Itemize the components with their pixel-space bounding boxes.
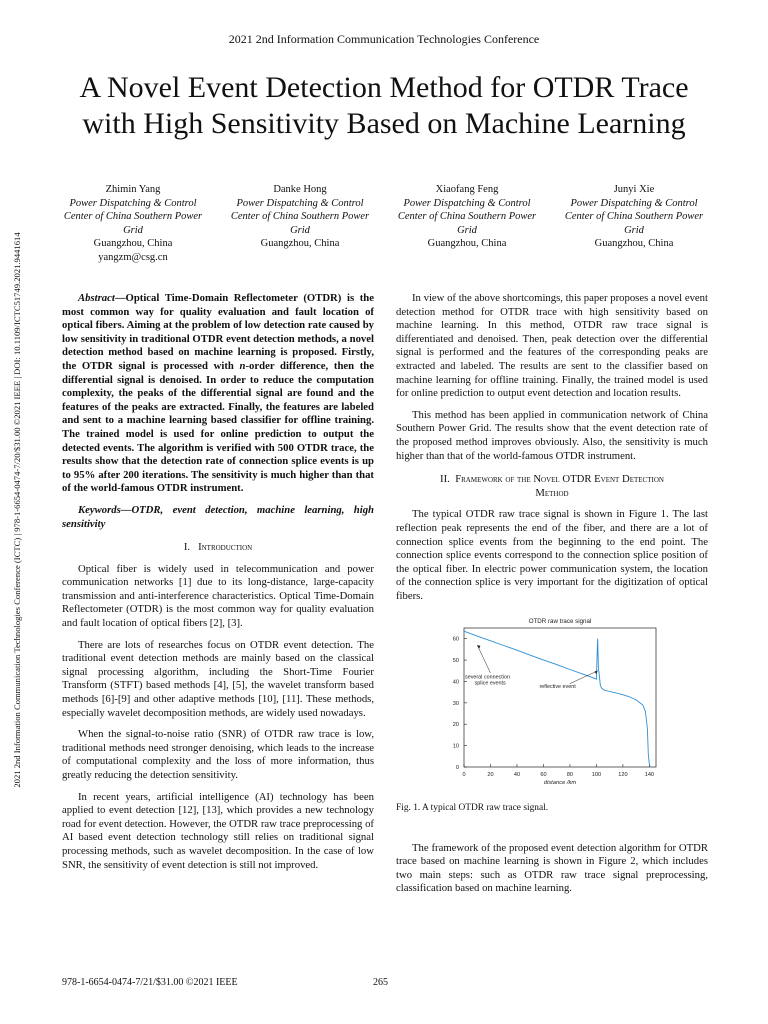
author-city: Guangzhou, China bbox=[427, 238, 507, 249]
trace-line bbox=[464, 632, 650, 767]
annotation-splice-line-2: splice events bbox=[474, 681, 506, 688]
right-paragraph-2: This method has been applied in communication network of China Southern Power Grid. The results show that the event detection rate of the proposed method improves obviously. Also, the sensitivity is much higher than that of the world-famous OTDR instrument. bbox=[396, 408, 708, 462]
y-tick-label: 50 bbox=[452, 658, 459, 665]
framework-paragraph-1: The typical OTDR raw trace signal is shown in Figure 1. The last reflection peak represents the end of the fiber, and there are a lot of connection splice events from the beginning to the end point. The connection splice events correspond to the connection splice position of the optical fiber. In electric power communication system, the location of the connection splice is very important for the digitization of optical fibers. bbox=[396, 508, 708, 602]
section-title: Introduction bbox=[198, 541, 253, 554]
section-heading-framework bbox=[396, 473, 708, 500]
author-affiliation: Power Dispatching & Control bbox=[403, 197, 531, 209]
y-tick-label: 10 bbox=[452, 744, 459, 751]
annotation-reflective-arrowhead bbox=[595, 671, 598, 674]
author-block-1 bbox=[49, 183, 217, 264]
plot-frame bbox=[464, 628, 656, 767]
author-affiliation: Grid bbox=[624, 224, 644, 236]
footer-isbn: 978-1-6654-0474-7/21/$31.00 ©2021 IEEE bbox=[62, 977, 238, 988]
title-line-2: with High Sensitivity Based on Machine Learning bbox=[82, 107, 686, 140]
figure-1 bbox=[396, 611, 708, 796]
x-tick-label: 20 bbox=[487, 772, 494, 779]
annotation-reflective: reflective event bbox=[539, 684, 576, 691]
x-tick-label: 120 bbox=[618, 772, 628, 779]
author-affiliation: Power Dispatching & Control bbox=[69, 197, 197, 209]
abstract-label: Abstract bbox=[78, 292, 115, 304]
y-tick-label: 20 bbox=[452, 722, 459, 729]
section-title: Framework of the Novel OTDR Event Detection bbox=[455, 473, 664, 486]
section-title-cont: Method bbox=[535, 486, 569, 499]
author-affiliation: Center of China Southern Power bbox=[230, 211, 370, 222]
author-affiliation: Grid bbox=[290, 224, 310, 236]
doi-sidebar-text: 2021 2nd Information Communication Technologies Conference (ICTC) | 978-1-6654-0474-7/20/$31.00 ©2021 IEEE | DOI: 10.1109/ICTC51749.2021.9441614 bbox=[12, 232, 22, 788]
author-block-2 bbox=[216, 183, 384, 251]
author-affiliation: Power Dispatching & Control bbox=[570, 197, 698, 209]
intro-paragraph-4: In recent years, artificial intelligence (AI) technology has been applied to event detection [12], [13], which provides a new technology road for event detection. However, the OTDR raw trace preprocessing of AI based event detection technology still relies on traditional signal processing methods, such as wavelet decomposition. In the case of low SNR, the sensitivity of event detection is still not improved. bbox=[62, 790, 374, 871]
abstract-n: n bbox=[239, 359, 246, 372]
abstract-text-a: —Optical Time-Domain Reflectometer (OTDR) is the most common way for quality evaluation and fault location of optical fibers. Aiming at the problem of low detection rate caused by low sensitivity in traditional OTDR event detection methods, a novel detection method based on machine learning is proposed. Firstly, the OTDR signal is processed with bbox=[62, 292, 374, 372]
x-tick-label: 60 bbox=[540, 772, 547, 779]
left-column bbox=[62, 292, 374, 880]
right-column bbox=[396, 292, 708, 904]
author-block-3 bbox=[383, 183, 551, 251]
keywords-label: Keywords bbox=[78, 503, 121, 516]
author-name: Junyi Xie bbox=[613, 184, 655, 195]
author-name: Xiaofang Feng bbox=[435, 184, 499, 195]
intro-paragraph-3: When the signal-to-noise ratio (SNR) of OTDR raw trace is low, traditional methods need stronger denoising, which leads to the increase of computational complexity and the loss of more information, thus greatly reducing the detection sensitivity. bbox=[62, 728, 374, 781]
x-tick-label: 40 bbox=[513, 772, 521, 779]
author-name: Danke Hong bbox=[273, 184, 327, 195]
framework-paragraph-2: The framework of the proposed event detection algorithm for OTDR trace based on machine learning is shown in Figure 2, which includes two main steps: such as OTDR raw trace signal preprocessing, classification based on machine learning. bbox=[396, 841, 708, 895]
section-number: I. bbox=[183, 541, 191, 554]
doi-sidebar bbox=[9, 180, 25, 840]
x-tick-label: 80 bbox=[566, 772, 574, 779]
author-city: Guangzhou, China bbox=[594, 238, 674, 249]
x-tick-label: 140 bbox=[644, 772, 655, 779]
keywords-text: —OTDR, event detection, machine learning, high sensitivity bbox=[62, 503, 374, 530]
otdr-chart bbox=[396, 611, 708, 791]
author-affiliation: Power Dispatching & Control bbox=[236, 197, 364, 209]
section-number: II. bbox=[440, 473, 450, 486]
x-tick-label: 100 bbox=[591, 772, 602, 779]
annotation-splice-line-1: several connection bbox=[465, 674, 510, 681]
title-line-1: A Novel Event Detection Method for OTDR Trace bbox=[79, 71, 689, 104]
abstract-text-b: -order difference, then the differential signal is denoised. In order to reduce the computation complexity, the peaks of the differential signal are found and the features of the peaks are extracted. Finally, the features are labeled and sent to a machine learning based classifier for offline training. The trained model is used for online prediction to output the detected events. The algorithm is verified with 500 OTDR trace, the results show that the detection rate of connection splice events is up to 95% after 200 iterations. The sensitivity is much higher than that of the world-famous OTDR instrument. bbox=[62, 359, 374, 495]
intro-paragraph-1: Optical fiber is widely used in telecommunication and power communication networks [1] due to its long-distance, large-capacity transmission and anti-interference characteristics. Optical Time-Domain Reflectometer (OTDR) is the most common way for quality evaluation and fault location of optical fibers [2], [3]. bbox=[62, 562, 374, 630]
annotation-splice-arrow bbox=[477, 646, 490, 674]
section-heading-introduction bbox=[62, 541, 374, 555]
y-tick-label: 40 bbox=[452, 679, 459, 686]
intro-paragraph-2: There are lots of researches focus on OTDR event detection. The traditional event detection methods are mainly based on the classical signal processing algorithm, including the Short-Time Fourier Transform (STFT) based methods [4], [5], the wavelet transform based methods [6]-[9] and other adaptive methods [10], [11]. These methods, especially wavelet decomposition methods, are widely used nowadays. bbox=[62, 638, 374, 719]
abstract bbox=[62, 292, 374, 496]
x-axis-label: distance /km bbox=[543, 780, 577, 787]
y-tick-label: 0 bbox=[455, 765, 459, 772]
page-number: 265 bbox=[373, 977, 388, 988]
author-affiliation: Grid bbox=[457, 224, 477, 236]
paper-title bbox=[40, 70, 728, 142]
conference-header: 2021 2nd Information Communication Technologies Conference bbox=[228, 32, 540, 46]
x-tick-label: 0 bbox=[462, 772, 466, 779]
author-email: yangzm@csg.cn bbox=[98, 251, 168, 263]
author-name: Zhimin Yang bbox=[105, 184, 161, 195]
y-tick-label: 30 bbox=[452, 701, 459, 708]
author-city: Guangzhou, China bbox=[260, 238, 340, 249]
author-affiliation: Center of China Southern Power bbox=[397, 211, 537, 222]
author-city: Guangzhou, China bbox=[93, 238, 173, 249]
y-tick-label: 60 bbox=[452, 637, 459, 644]
author-block-4 bbox=[550, 183, 718, 251]
author-affiliation: Grid bbox=[123, 224, 143, 236]
keywords bbox=[62, 504, 374, 531]
annotation-reflective-arrow bbox=[570, 671, 598, 684]
author-affiliation: Center of China Southern Power bbox=[564, 211, 704, 222]
right-paragraph-1: In view of the above shortcomings, this paper proposes a novel event detection method for OTDR trace with high sensitivity based on machine learning. In this method, OTDR raw trace signal is differentiated and denoised. Then, peak detection over the differential signal is performed and the features of the corresponding peaks are extracted and labeled. The results are sent to the classifier based on machine learning for offline training. Finally, the trained model is used for online prediction to output event detection and location results. bbox=[396, 292, 708, 400]
figure-1-caption: Fig. 1. A typical OTDR raw trace signal. bbox=[396, 803, 549, 814]
chart-title: OTDR raw trace signal bbox=[528, 618, 592, 626]
author-affiliation: Center of China Southern Power bbox=[63, 211, 203, 222]
